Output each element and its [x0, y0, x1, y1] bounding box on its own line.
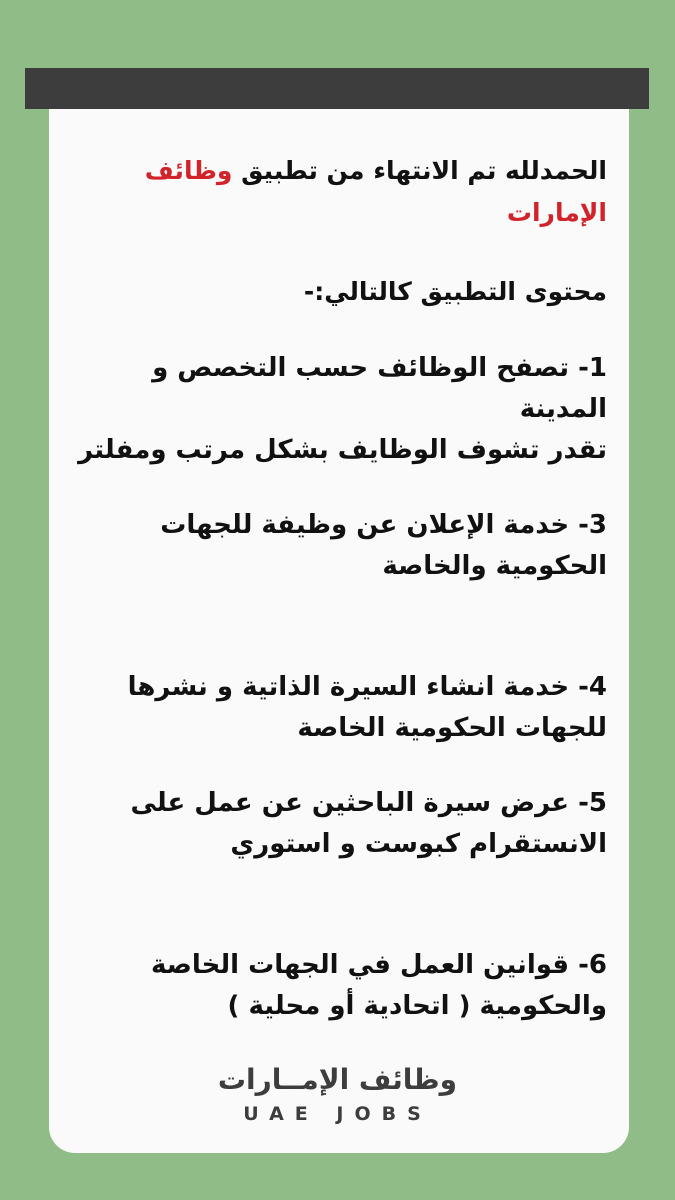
- feature-item-5: 5- عرض سيرة الباحثين عن عمل على الانستقرام كبوست و استوري: [130, 788, 607, 859]
- feature-item-3: 3- خدمة الإعلان عن وظيفة للجهات الحكومية والخاصة: [160, 510, 607, 581]
- feature-item-1-detail: تقدر تشوف الوظايف بشكل مرتب ومفلتر: [78, 435, 607, 465]
- app-name-highlight: وظائف الإمارات: [144, 156, 607, 227]
- intro-text: الحمدلله تم الانتهاء من تطبيق: [241, 156, 607, 185]
- logo-latin-text: UAE JOBS: [243, 1103, 432, 1125]
- announcement-text: [62, 150, 607, 1027]
- intro-paragraph: [62, 150, 607, 234]
- feature-item-1: [62, 348, 607, 471]
- feature-item-4: 4- خدمة انشاء السيرة الذاتية و نشرها للجهات الحكومية الخاصة: [127, 672, 607, 743]
- feature-item-1-title: 1- تصفح الوظائف حسب التخصص و المدينة: [152, 353, 607, 424]
- content-heading: محتوى التطبيق كالتالي:-: [303, 277, 607, 306]
- logo-arabic-text: وظائف الإمــارات: [217, 1063, 458, 1096]
- uae-jobs-logo: [0, 1063, 675, 1127]
- top-bar: [25, 68, 649, 109]
- feature-item-6: 6- قوانين العمل في الجهات الخاصة والحكومية ( اتحادية أو محلية ): [150, 950, 607, 1021]
